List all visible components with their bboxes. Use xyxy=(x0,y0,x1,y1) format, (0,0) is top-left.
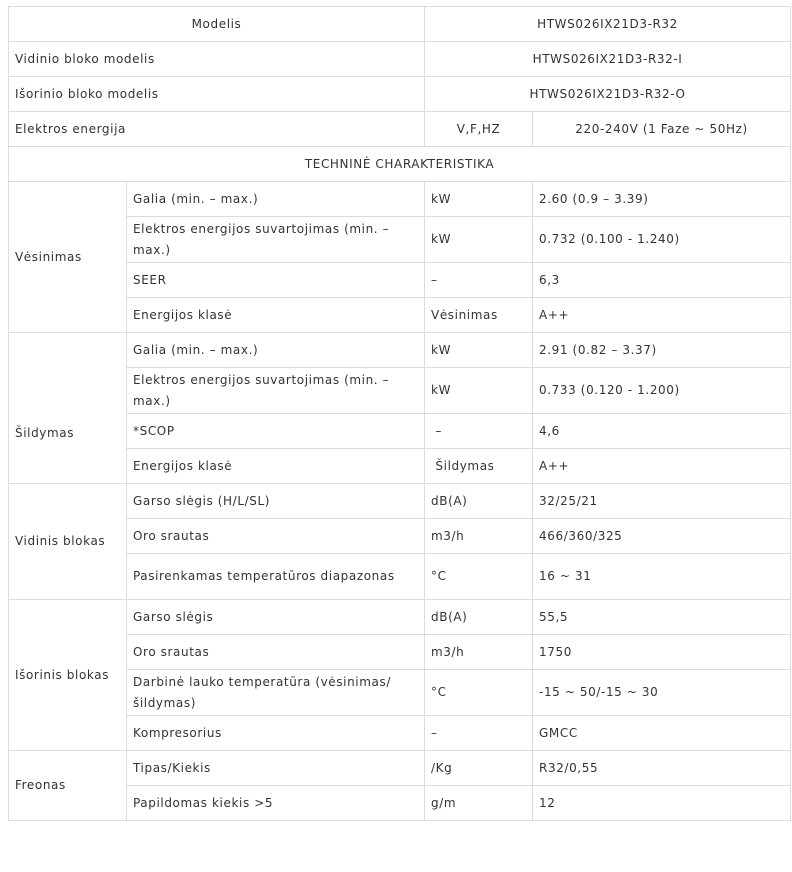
power-supply-value: 220-240V (1 Faze ~ 50Hz) xyxy=(533,112,791,147)
table-row xyxy=(9,600,791,635)
value-cell: 4,6 xyxy=(533,414,791,449)
param-cell: Darbinė lauko temperatūra (vėsinimas/ šildymas) xyxy=(127,670,425,716)
value-cell: A++ xyxy=(533,449,791,484)
outdoor-model-label: Išorinio bloko modelis xyxy=(9,77,425,112)
param-cell: Galia (min. – max.) xyxy=(127,333,425,368)
value-cell: -15 ~ 50/-15 ~ 30 xyxy=(533,670,791,716)
indoor-model-label: Vidinio bloko modelis xyxy=(9,42,425,77)
table-row xyxy=(9,414,791,449)
power-supply-unit: V,F,HZ xyxy=(425,112,533,147)
value-cell: 12 xyxy=(533,786,791,821)
outdoor-model-value: HTWS026IX21D3-R32-O xyxy=(425,77,791,112)
param-cell: Garso slėgis xyxy=(127,600,425,635)
param-cell: Oro srautas xyxy=(127,519,425,554)
value-cell: 0.732 (0.100 - 1.240) xyxy=(533,217,791,263)
table-row xyxy=(9,751,791,786)
table-row xyxy=(9,368,791,414)
table-row xyxy=(9,635,791,670)
table-row xyxy=(9,7,791,42)
unit-cell: dB(A) xyxy=(425,484,533,519)
unit-cell: m3/h xyxy=(425,635,533,670)
value-cell: 2.91 (0.82 – 3.37) xyxy=(533,333,791,368)
section-title: TECHNINĖ CHARAKTERISTIKA xyxy=(9,147,791,182)
unit-cell: – xyxy=(425,716,533,751)
param-cell: Oro srautas xyxy=(127,635,425,670)
unit-cell: kW xyxy=(425,333,533,368)
table-row xyxy=(9,484,791,519)
unit-cell: dB(A) xyxy=(425,600,533,635)
unit-cell: °C xyxy=(425,554,533,600)
param-cell: *SCOP xyxy=(127,414,425,449)
group-label-indoor-unit: Vidinis blokas xyxy=(9,484,127,600)
param-cell: SEER xyxy=(127,263,425,298)
value-cell: R32/0,55 xyxy=(533,751,791,786)
spec-table-body xyxy=(9,7,791,821)
value-cell: 55,5 xyxy=(533,600,791,635)
value-cell: 0.733 (0.120 - 1.200) xyxy=(533,368,791,414)
param-cell: Tipas/Kiekis xyxy=(127,751,425,786)
unit-cell: kW xyxy=(425,368,533,414)
table-row xyxy=(9,77,791,112)
unit-cell: – xyxy=(425,263,533,298)
unit-cell: kW xyxy=(425,182,533,217)
value-cell: 466/360/325 xyxy=(533,519,791,554)
group-label-refrigerant: Freonas xyxy=(9,751,127,821)
param-cell: Energijos klasė xyxy=(127,298,425,333)
param-cell: Papildomas kiekis >5 xyxy=(127,786,425,821)
group-label-cooling: Vėsinimas xyxy=(9,182,127,333)
model-value: HTWS026IX21D3-R32 xyxy=(425,7,791,42)
param-cell: Pasirenkamas temperatūros diapazonas xyxy=(127,554,425,600)
unit-cell: Šildymas xyxy=(425,449,533,484)
value-cell: 1750 xyxy=(533,635,791,670)
param-cell: Energijos klasė xyxy=(127,449,425,484)
unit-cell: Vėsinimas xyxy=(425,298,533,333)
group-label-heating: Šildymas xyxy=(9,333,127,484)
unit-cell: kW xyxy=(425,217,533,263)
group-label-outdoor-unit: Išorinis blokas xyxy=(9,600,127,751)
spec-table xyxy=(8,6,791,821)
unit-cell: – xyxy=(425,414,533,449)
value-cell: A++ xyxy=(533,298,791,333)
value-cell: 32/25/21 xyxy=(533,484,791,519)
param-cell: Galia (min. – max.) xyxy=(127,182,425,217)
value-cell: 2.60 (0.9 – 3.39) xyxy=(533,182,791,217)
param-cell: Garso slėgis (H/L/SL) xyxy=(127,484,425,519)
value-cell: 16 ~ 31 xyxy=(533,554,791,600)
table-row xyxy=(9,519,791,554)
value-cell: GMCC xyxy=(533,716,791,751)
table-row xyxy=(9,449,791,484)
table-row xyxy=(9,182,791,217)
table-row xyxy=(9,716,791,751)
table-row xyxy=(9,786,791,821)
param-cell: Kompresorius xyxy=(127,716,425,751)
unit-cell: g/m xyxy=(425,786,533,821)
table-row xyxy=(9,554,791,600)
power-supply-label: Elektros energija xyxy=(9,112,425,147)
table-row xyxy=(9,298,791,333)
table-row xyxy=(9,147,791,182)
param-cell: Elektros energijos suvartojimas (min. – max.) xyxy=(127,217,425,263)
param-cell: Elektros energijos suvartojimas (min. – max.) xyxy=(127,368,425,414)
table-row xyxy=(9,42,791,77)
table-row xyxy=(9,112,791,147)
table-row xyxy=(9,333,791,368)
table-row xyxy=(9,263,791,298)
table-row xyxy=(9,670,791,716)
unit-cell: °C xyxy=(425,670,533,716)
indoor-model-value: HTWS026IX21D3-R32-I xyxy=(425,42,791,77)
value-cell: 6,3 xyxy=(533,263,791,298)
model-label: Modelis xyxy=(9,7,425,42)
unit-cell: m3/h xyxy=(425,519,533,554)
unit-cell: /Kg xyxy=(425,751,533,786)
table-row xyxy=(9,217,791,263)
